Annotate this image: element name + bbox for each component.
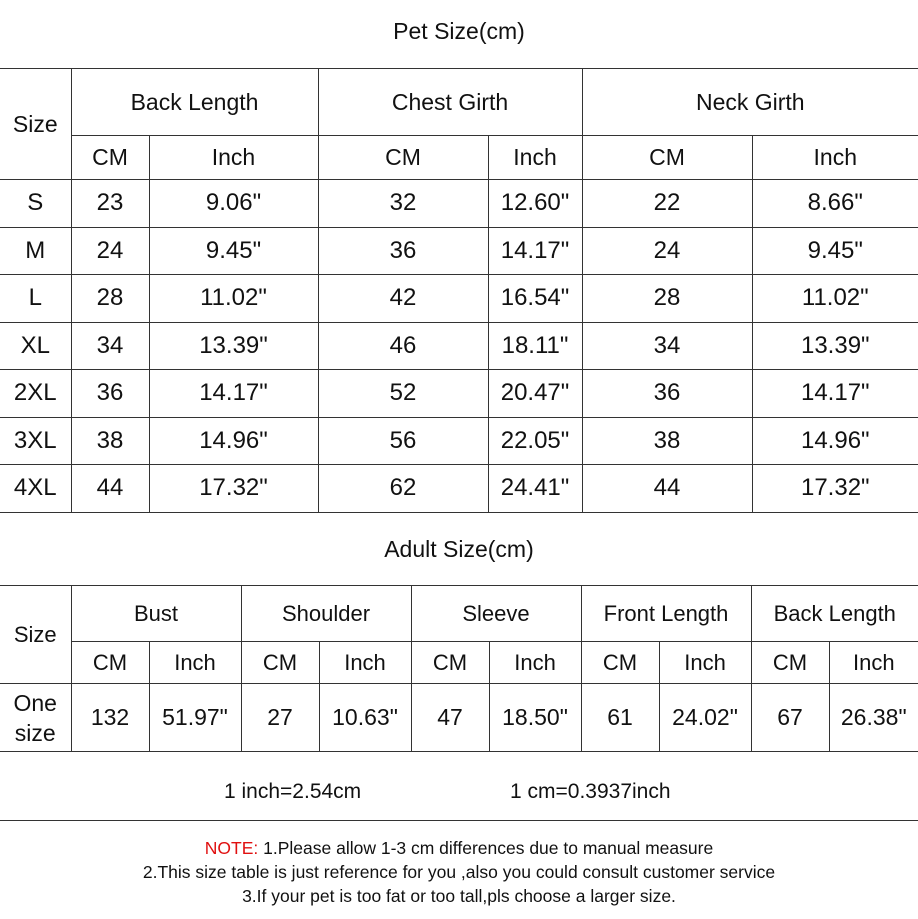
adult-size-table (0, 585, 918, 752)
table-cell: 8.66" (752, 180, 918, 228)
table-cell: 24.02" (659, 684, 751, 752)
table-cell: 24 (582, 227, 752, 275)
unit-header: CM (582, 136, 752, 180)
size-label: 2XL (0, 370, 71, 418)
size-header: Size (0, 69, 71, 180)
table-row (0, 275, 918, 323)
size-label: L (0, 275, 71, 323)
table-cell: 14.96" (752, 417, 918, 465)
table-cell: 34 (582, 322, 752, 370)
unit-header-row (0, 136, 918, 180)
table-cell: 20.47" (488, 370, 582, 418)
table-cell: 9.45" (149, 227, 318, 275)
table-cell: 36 (71, 370, 149, 418)
table-cell: 17.32" (752, 465, 918, 513)
size-label: 4XL (0, 465, 71, 513)
note-line-2: 2.This size table is just reference for you ,also you could consult customer service (142, 862, 776, 882)
table-cell: 36 (318, 227, 488, 275)
shoulder-header: Shoulder (241, 586, 411, 642)
unit-header: Inch (752, 136, 918, 180)
unit-header: CM (581, 642, 659, 684)
size-label: 3XL (0, 417, 71, 465)
divider (0, 820, 918, 821)
table-cell: 38 (582, 417, 752, 465)
unit-header: Inch (149, 642, 241, 684)
one-size-label (0, 684, 71, 752)
table-cell: 67 (751, 684, 829, 752)
table-cell: 36 (582, 370, 752, 418)
table-row (0, 417, 918, 465)
table-cell: 46 (318, 322, 488, 370)
unit-header: Inch (829, 642, 918, 684)
table-cell: 28 (582, 275, 752, 323)
unit-header: Inch (149, 136, 318, 180)
table-cell: 10.63" (319, 684, 411, 752)
bust-header: Bust (71, 586, 241, 642)
adult-size-title: Adult Size(cm) (384, 536, 534, 562)
table-cell: 51.97" (149, 684, 241, 752)
table-cell: 9.45" (752, 227, 918, 275)
back-length-header: Back Length (71, 69, 318, 136)
unit-header: CM (241, 642, 319, 684)
table-cell: 61 (581, 684, 659, 752)
note-line-1 (0, 836, 918, 860)
unit-header: CM (71, 136, 149, 180)
table-cell: 11.02" (149, 275, 318, 323)
size-label: S (0, 180, 71, 228)
note-line-3: 3.If your pet is too fat or too tall,pls choose a larger size. (242, 886, 676, 906)
table-cell: 38 (71, 417, 149, 465)
table-cell: 132 (71, 684, 149, 752)
table-cell: 13.39" (149, 322, 318, 370)
table-cell: 42 (318, 275, 488, 323)
pet-size-title: Pet Size(cm) (393, 18, 525, 44)
row-label-line: size (14, 719, 56, 746)
table-cell: 18.50" (489, 684, 581, 752)
inch-to-cm-conversion: 1 inch=2.54cm (224, 780, 362, 803)
table-cell: 24.41" (488, 465, 582, 513)
pet-size-table (0, 68, 918, 513)
back-length-header: Back Length (751, 586, 918, 642)
unit-header: CM (318, 136, 488, 180)
table-cell: 16.54" (488, 275, 582, 323)
table-cell: 32 (318, 180, 488, 228)
table-cell: 14.96" (149, 417, 318, 465)
table-cell: 62 (318, 465, 488, 513)
neck-girth-header: Neck Girth (582, 69, 918, 136)
table-cell: 22 (582, 180, 752, 228)
table-row (0, 684, 918, 752)
table-cell: 26.38" (829, 684, 918, 752)
size-header: Size (0, 586, 71, 684)
chest-girth-header: Chest Girth (318, 69, 582, 136)
table-cell: 44 (582, 465, 752, 513)
table-cell: 23 (71, 180, 149, 228)
unit-header-row (0, 642, 918, 684)
table-cell: 56 (318, 417, 488, 465)
row-label-line: One (13, 689, 57, 716)
table-cell: 24 (71, 227, 149, 275)
unit-header: CM (751, 642, 829, 684)
table-row (0, 180, 918, 228)
table-cell: 13.39" (752, 322, 918, 370)
table-cell: 44 (71, 465, 149, 513)
table-cell: 28 (71, 275, 149, 323)
unit-header: Inch (319, 642, 411, 684)
table-cell: 34 (71, 322, 149, 370)
table-cell: 17.32" (149, 465, 318, 513)
unit-header: CM (411, 642, 489, 684)
note-text: 1.Please allow 1-3 cm differences due to manual measure (258, 838, 714, 858)
table-cell: 14.17" (488, 227, 582, 275)
table-cell: 18.11" (488, 322, 582, 370)
table-row (0, 322, 918, 370)
table-cell: 22.05" (488, 417, 582, 465)
unit-header: Inch (488, 136, 582, 180)
unit-header: Inch (659, 642, 751, 684)
table-row (0, 227, 918, 275)
table-cell: 27 (241, 684, 319, 752)
size-label: XL (0, 322, 71, 370)
size-label: M (0, 227, 71, 275)
table-row (0, 465, 918, 513)
unit-header: CM (71, 642, 149, 684)
table-cell: 14.17" (752, 370, 918, 418)
table-cell: 14.17" (149, 370, 318, 418)
table-cell: 47 (411, 684, 489, 752)
front-length-header: Front Length (581, 586, 751, 642)
table-cell: 12.60" (488, 180, 582, 228)
cm-to-inch-conversion: 1 cm=0.3937inch (510, 780, 671, 803)
unit-header: Inch (489, 642, 581, 684)
sleeve-header: Sleeve (411, 586, 581, 642)
table-cell: 9.06" (149, 180, 318, 228)
note-label: NOTE: (204, 838, 259, 858)
table-cell: 11.02" (752, 275, 918, 323)
notes-block (0, 836, 918, 908)
table-row (0, 370, 918, 418)
table-cell: 52 (318, 370, 488, 418)
